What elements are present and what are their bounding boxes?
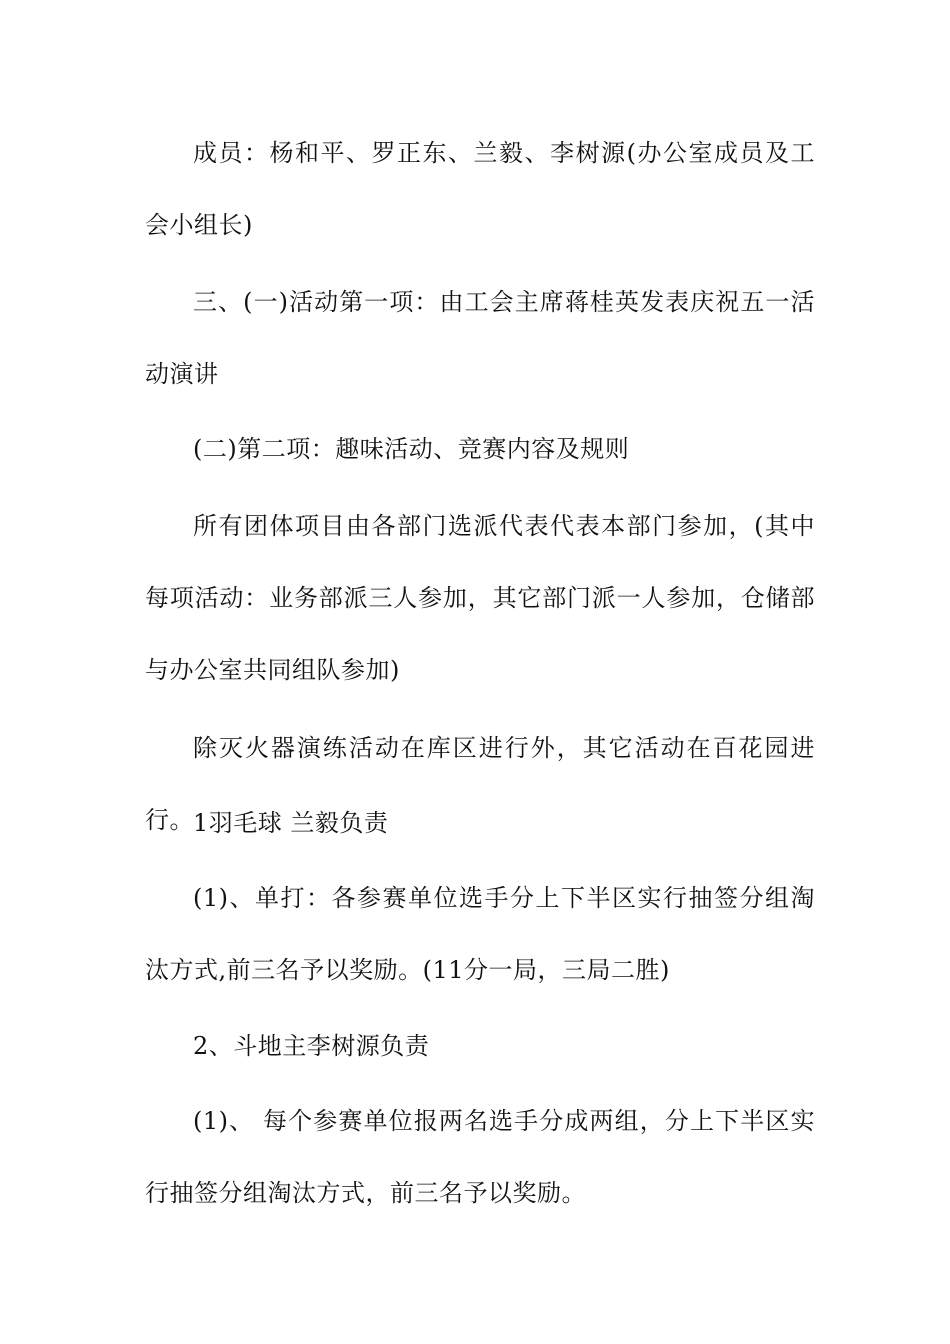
venue-paragraph: 除灭火器演练活动在库区进行外，其它活动在百花园进行。 bbox=[145, 734, 815, 834]
doudizhu-rules-paragraph: (1)、 每个参赛单位报两名选手分成两组，分上下半区实行抽签分组淘汰方式，前三名予以奖励。 bbox=[145, 1107, 815, 1207]
activity-one-paragraph: 三、(一)活动第一项：由工会主席蒋桂英发表庆祝五一活动演讲 bbox=[145, 288, 815, 388]
badminton-rules-paragraph: (1)、单打：各参赛单位选手分上下半区实行抽签分组淘汰方式,前三名予以奖励。(11分一局，三局二胜) bbox=[145, 884, 815, 984]
doudizhu-heading: 2、斗地主李树源负责 bbox=[193, 1032, 430, 1060]
members-paragraph: 成员：杨和平、罗正东、兰毅、李树源(办公室成员及工会小组长) bbox=[145, 139, 815, 239]
activity-two-heading: (二)第二项：趣味活动、竞赛内容及规则 bbox=[193, 435, 630, 463]
badminton-heading: 1羽毛球 兰毅负责 bbox=[193, 809, 389, 837]
team-rules-paragraph: 所有团体项目由各部门选派代表代表本部门参加，(其中每项活动：业务部派三人参加，其它部门派一人参加，仓储部与办公室共同组队参加) bbox=[145, 512, 815, 684]
